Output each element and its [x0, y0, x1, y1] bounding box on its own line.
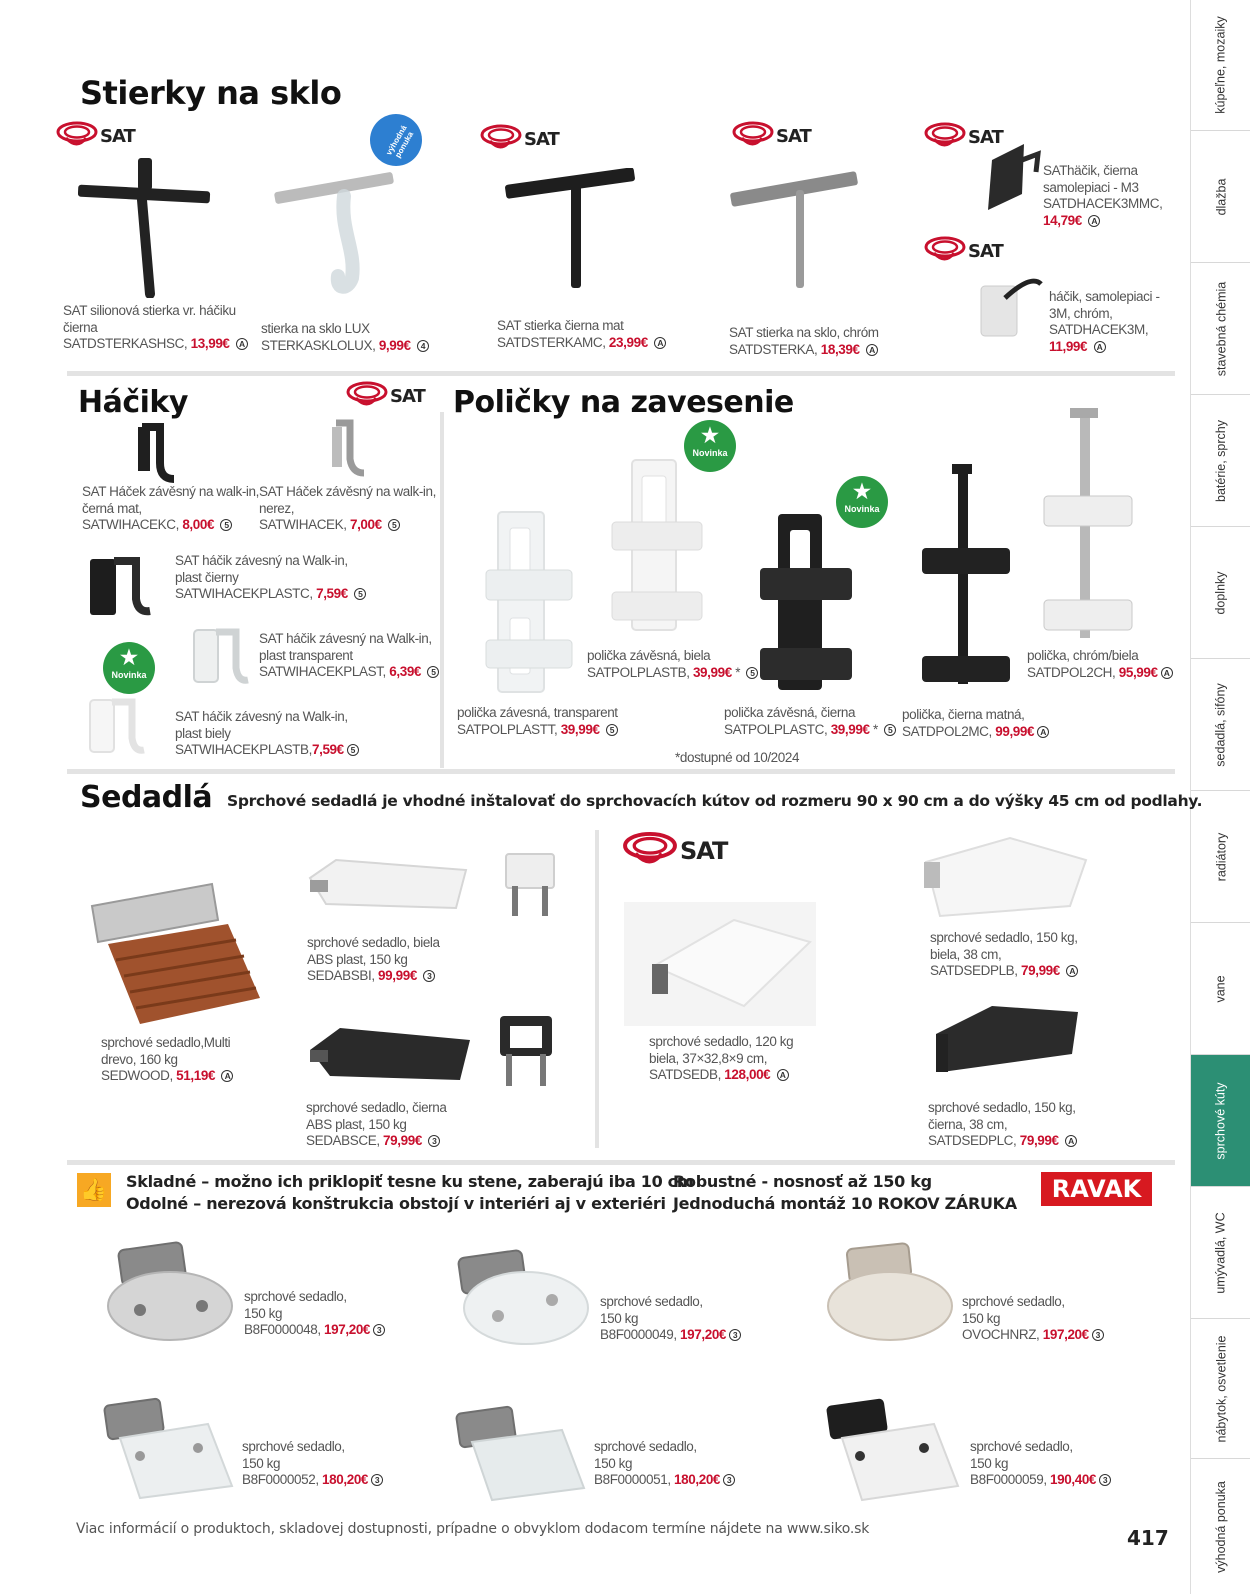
product-code: SATDSTERKAMC,	[497, 334, 606, 350]
section-divider	[67, 769, 1175, 774]
product-price: 11,99€	[1049, 338, 1088, 354]
product-caption	[457, 705, 618, 738]
seat-sat-white-image	[624, 902, 816, 1026]
hook-plast-black-image	[86, 553, 156, 623]
energy-class-icon: 5	[746, 667, 758, 679]
sat-swirl-icon	[924, 235, 966, 267]
product-price: 7,59€	[311, 742, 344, 757]
product-desc: 3M, chróm,	[1049, 305, 1113, 321]
energy-class-icon: 3	[423, 970, 435, 982]
energy-class-icon: 3	[428, 1135, 440, 1147]
product-code: SATDSTERKASHSC,	[63, 336, 188, 351]
product-code: SATPOLPLASTT,	[457, 721, 558, 737]
product-code: SATDSEDPLB,	[930, 963, 1018, 978]
product-caption	[902, 707, 1049, 740]
hook-walkin-steel-image	[326, 419, 370, 481]
seat-ravak-49-image	[452, 1246, 592, 1350]
sidebar-tab-umyvadla[interactable]	[1191, 1186, 1250, 1318]
sat-swirl-icon	[732, 120, 774, 152]
novinka-badge-label: Novinka	[692, 448, 728, 458]
novinka-badge	[103, 642, 155, 694]
product-caption	[63, 303, 248, 353]
shelf-transparent-image	[484, 508, 574, 696]
star-icon: ★	[120, 647, 138, 669]
seat-ravak-48-image	[104, 1240, 242, 1344]
product-caption	[930, 930, 1078, 980]
product-caption	[1049, 289, 1160, 355]
product-price: 180,20€	[674, 1472, 721, 1487]
energy-class-icon: 3	[723, 1474, 735, 1486]
product-caption	[587, 648, 758, 681]
sidebar-tab-label: výhodná ponuka	[1214, 1480, 1228, 1573]
product-desc: čierna, 38 cm,	[928, 1116, 1008, 1132]
product-name: sprchové sedadlo, biela	[307, 935, 440, 950]
sidebar-tab-label: nábytok, osvetlenie	[1214, 1334, 1229, 1443]
product-desc: biela, 38 cm,	[930, 946, 1002, 962]
column-divider	[595, 830, 599, 1148]
sat-logo-text: SAT	[968, 126, 1003, 148]
hook-plast-transparent-image	[190, 624, 252, 692]
sidebar-tab-vane[interactable]	[1191, 922, 1250, 1054]
product-price: 13,99€	[190, 336, 230, 351]
product-price: 79,99€	[1019, 1133, 1059, 1148]
feature-text: Odolné – nerezová konštrukcia obstojí v interiéri aj v exteriéri	[126, 1194, 666, 1213]
product-caption	[649, 1034, 793, 1084]
shelf-white-image	[608, 456, 708, 636]
energy-class-icon: A	[1066, 965, 1078, 977]
product-code: SATWIHACEKPLAST,	[259, 664, 386, 679]
sidebar-tab-label: radiátory	[1213, 832, 1228, 881]
availability-note: *dostupné od 10/2024	[675, 750, 800, 765]
product-code: STERKASKLOLUX,	[261, 337, 376, 353]
sat-logo	[346, 380, 425, 412]
product-price: 9,99€	[378, 337, 411, 353]
energy-class-icon: A	[654, 337, 666, 349]
product-name: sprchové sedadlo, 150 kg,	[930, 930, 1078, 945]
sat-logo-text: SAT	[776, 125, 811, 147]
energy-class-icon: A	[866, 344, 878, 356]
sidebar-tab-label: batérie, sprchy	[1214, 419, 1229, 502]
energy-class-icon: 4	[417, 340, 429, 352]
product-desc: 150 kg	[600, 1310, 639, 1326]
seat-abs-black-image	[306, 1018, 476, 1086]
availability-star: *	[735, 664, 741, 680]
energy-class-icon: A	[1161, 667, 1173, 679]
product-price: 7,00€	[349, 517, 382, 532]
product-desc: plast biely	[175, 725, 231, 741]
product-name: polička závěsná, čierna	[724, 705, 856, 720]
ravak-logo: RAVAK	[1041, 1172, 1152, 1206]
hook-chrome-image	[975, 268, 1045, 343]
product-desc: 150 kg	[242, 1455, 281, 1471]
hook-walkin-black-image	[134, 423, 178, 485]
product-code: SATDHACEK3MMC,	[1043, 196, 1163, 211]
product-caption	[1043, 163, 1162, 229]
product-code: B8F0000048,	[244, 1322, 321, 1337]
product-price: 23,99€	[608, 334, 648, 350]
footer-info: Viac informácií o produktoch, skladovej dostupnosti, prípadne o obvyklom dodacom termíne nájdete na www.siko.sk	[76, 1521, 870, 1537]
product-name: sprchové sedadlo,	[244, 1289, 347, 1304]
energy-class-icon: A	[1065, 1135, 1077, 1147]
sat-logo	[924, 235, 1003, 267]
product-code: SATPOLPLASTB,	[587, 664, 690, 680]
section-title-policky: Poličky na zavesenie	[453, 385, 794, 420]
squeegee-matt-image	[505, 168, 640, 293]
product-name: SAT stierka na sklo, chróm	[729, 325, 879, 340]
page-number: 417	[1127, 1526, 1169, 1550]
sidebar-tab-label: dlažba	[1214, 178, 1228, 215]
shelf-black-image	[758, 510, 858, 694]
seat-abs-black-side-image	[496, 1012, 556, 1090]
product-name: polička, čierna matná,	[902, 707, 1025, 722]
product-desc: černá mat,	[82, 500, 142, 516]
product-price: 79,99€	[1021, 963, 1060, 978]
product-caption	[600, 1294, 741, 1344]
sidebar-tab-baterie[interactable]	[1191, 394, 1250, 526]
feature-text: Jednoduchá montáž 10 ROKOV ZÁRUKA	[673, 1194, 1017, 1213]
product-price: 197,20€	[1042, 1327, 1089, 1342]
energy-class-icon: A	[1088, 215, 1100, 227]
product-name: sprchové sedadlo,	[600, 1294, 703, 1309]
product-price: 197,20€	[324, 1322, 371, 1337]
star-icon: ★	[701, 425, 719, 447]
energy-class-icon: 3	[371, 1474, 383, 1486]
feature-text: Skladné – možno ich priklopiť tesne ku stene, zaberajú iba 10 cm	[126, 1172, 694, 1191]
product-code: SATDPOL2MC,	[902, 723, 992, 739]
product-caption	[101, 1035, 233, 1085]
product-name: SAT háčik závesný na Walk-in,	[175, 709, 348, 724]
sat-logo-text: SAT	[524, 128, 559, 150]
sat-logo	[732, 120, 811, 152]
vyhodna-ponuka-badge: výhodná ponuka	[360, 104, 431, 175]
sidebar-tab-stavebna-chemia[interactable]	[1191, 262, 1250, 394]
energy-class-icon: 5	[354, 588, 366, 600]
sidebar-tab-label: kúpeľne, mozaiky	[1214, 16, 1229, 114]
seat-wood-image	[88, 880, 264, 1028]
squeegee-chrome-image	[730, 168, 865, 293]
availability-star: *	[872, 721, 878, 737]
hook-black-image	[982, 140, 1052, 215]
sat-logo	[480, 123, 559, 155]
product-code: SATDPOL2CH,	[1027, 664, 1116, 680]
sidebar-tab-dlazba[interactable]	[1191, 130, 1250, 262]
product-price: 51,19€	[176, 1068, 216, 1083]
sat-logo-text: SAT	[680, 837, 728, 865]
product-code: OVOCHNRZ,	[962, 1327, 1040, 1342]
product-price: 79,99€	[383, 1133, 422, 1148]
energy-class-icon: A	[777, 1069, 789, 1081]
hook-plast-white-image	[86, 694, 148, 760]
product-name: SAT Háček závěsný na walk-in,	[259, 484, 436, 499]
sidebar-tab-doplnky[interactable]	[1191, 526, 1250, 658]
product-name: sprchové sedadlo,	[970, 1439, 1073, 1454]
product-name: sprchové sedadlo, 150 kg,	[928, 1100, 1076, 1115]
seat-ravak-ovo-image	[824, 1240, 958, 1344]
shelf-black-matt-image	[918, 460, 1014, 692]
product-desc: čierna	[63, 319, 98, 335]
sat-logo-large	[622, 830, 727, 872]
energy-class-icon: 5	[220, 519, 232, 531]
product-caption	[970, 1439, 1111, 1489]
product-name: SAT Háček závěsný na walk-in,	[82, 484, 259, 499]
product-desc: samolepiaci - M3	[1043, 179, 1139, 195]
section-title-stierky: Stierky na sklo	[80, 74, 342, 112]
squeegee-black-image	[78, 158, 213, 298]
product-caption	[1027, 648, 1173, 681]
product-code: SATDHACEK3M,	[1049, 322, 1149, 337]
product-desc: 150 kg	[970, 1455, 1009, 1471]
energy-class-icon: 5	[606, 724, 618, 736]
product-code: B8F0000051,	[594, 1472, 671, 1487]
seat-ravak-59-image	[824, 1396, 962, 1504]
squeegee-lux-image	[270, 160, 400, 295]
section-divider	[67, 371, 1175, 376]
product-name: sprchové sedadlo,Multi	[101, 1035, 231, 1050]
seat-sat-pl-black-image	[932, 1000, 1082, 1080]
product-name: sprchové sedadlo,	[242, 1439, 345, 1454]
product-caption	[259, 484, 436, 534]
section-title-sedadla: Sedadlá	[80, 780, 213, 815]
sidebar-tab-label: vane	[1213, 974, 1228, 1003]
seat-ravak-52-image	[100, 1394, 236, 1502]
product-price: 14,79€	[1043, 212, 1082, 228]
product-code: SATWIHACEK,	[259, 517, 347, 532]
product-price: 128,00€	[724, 1067, 771, 1082]
product-desc: drevo, 160 kg	[101, 1051, 178, 1067]
energy-class-icon: A	[236, 338, 248, 350]
product-name: sprchové sedadlo, čierna	[306, 1100, 447, 1115]
sidebar-tab-sprchove-kuty[interactable]	[1191, 1054, 1250, 1186]
product-desc: plast transparent	[259, 647, 353, 663]
product-name: sprchové sedadlo,	[962, 1294, 1065, 1309]
product-name: stierka na sklo LUX	[261, 321, 370, 336]
energy-class-icon: A	[1094, 341, 1106, 353]
sat-logo-text: SAT	[968, 240, 1003, 262]
product-price: 8,00€	[182, 517, 215, 532]
sidebar-tab-label: sedadlá, sifóny	[1214, 682, 1229, 767]
product-code: SATDSEDPLC,	[928, 1133, 1017, 1148]
product-name: SAT stierka čierna mat	[497, 318, 624, 333]
product-caption	[724, 705, 896, 738]
product-name: SAT silionová stierka vr. háčiku	[63, 303, 236, 318]
product-price: 99,99€	[378, 968, 417, 983]
product-code: SATDSTERKA,	[729, 341, 818, 357]
sat-logo-text: SAT	[390, 385, 425, 407]
product-caption	[242, 1439, 383, 1489]
product-caption	[175, 709, 359, 759]
sidebar-tab-nabytok[interactable]	[1191, 1318, 1250, 1458]
product-code: B8F0000052,	[242, 1472, 319, 1487]
product-code: B8F0000049,	[600, 1327, 677, 1342]
product-desc: 150 kg	[962, 1310, 1001, 1326]
product-code: SEDABSCE,	[306, 1133, 380, 1148]
product-caption	[175, 553, 366, 603]
feature-text: Robustné - nosnosť až 150 kg	[673, 1172, 932, 1191]
product-code: SATDSEDB,	[649, 1067, 721, 1082]
star-icon: ★	[853, 481, 871, 503]
product-price: 39,99€	[830, 721, 870, 737]
section-subtitle-sedadla: Sprchové sedadlá je vhodné inštalovať do sprchovacích kútov od rozmeru 90 x 90 cm a do výšky 45 cm od podlahy.	[227, 792, 1203, 810]
product-caption	[962, 1294, 1104, 1344]
sat-swirl-icon	[346, 380, 388, 412]
seat-abs-white-image	[306, 850, 476, 916]
energy-class-icon: 3	[1092, 1329, 1104, 1341]
product-desc: 150 kg	[594, 1455, 633, 1471]
product-name: SAThäčik, čierna	[1043, 163, 1138, 178]
product-code: SEDWOOD,	[101, 1068, 173, 1083]
product-caption	[729, 325, 879, 358]
novinka-badge-label: Novinka	[111, 670, 147, 680]
energy-class-icon: A	[1037, 726, 1049, 738]
product-price: 180,20€	[322, 1472, 369, 1487]
product-price: 18,39€	[820, 341, 860, 357]
product-name: polička závěsná, biela	[587, 648, 711, 663]
product-name: SAT háčik závesný na Walk-in,	[175, 553, 348, 568]
product-desc: ABS plast, 150 kg	[306, 1116, 407, 1132]
section-title-haciky: Háčiky	[78, 385, 188, 420]
product-price: 39,99€	[560, 721, 600, 737]
product-name: polička závesná, transparent	[457, 705, 618, 720]
column-divider	[440, 412, 444, 768]
sidebar-tab-label: doplnky	[1214, 570, 1228, 615]
product-price: 99,99€	[995, 723, 1035, 739]
sat-logo-text: SAT	[100, 125, 135, 147]
features-left	[126, 1171, 693, 1215]
product-code: SEDABSBI,	[307, 968, 375, 983]
product-desc: nerez,	[259, 500, 295, 516]
sat-swirl-icon	[924, 121, 966, 153]
product-desc: plast čierny	[175, 569, 239, 585]
product-name: polička, chróm/biela	[1027, 648, 1139, 663]
seat-ravak-51-image	[452, 1402, 588, 1504]
product-code: SATWIHACEKPLASTC,	[175, 586, 313, 601]
product-caption	[82, 484, 259, 534]
product-caption	[594, 1439, 735, 1489]
product-caption	[259, 631, 439, 681]
product-name: sprchové sedadlo,	[594, 1439, 697, 1454]
product-caption	[306, 1100, 447, 1150]
sat-swirl-icon	[56, 120, 98, 152]
sidebar-tab-label: sprchové kúty	[1214, 1081, 1228, 1160]
product-code: SATPOLPLASTC,	[724, 721, 828, 737]
product-caption	[497, 318, 666, 351]
sat-swirl-icon	[480, 123, 522, 155]
energy-class-icon: 5	[427, 666, 439, 678]
sidebar-tab-kupelne[interactable]	[1191, 0, 1250, 130]
energy-class-icon: A	[221, 1070, 233, 1082]
energy-class-icon: 3	[729, 1329, 741, 1341]
product-caption	[244, 1289, 385, 1339]
features-right	[673, 1171, 1017, 1215]
sidebar-tab-sedadla[interactable]	[1191, 658, 1250, 790]
product-name: SAT háčik závesný na Walk-in,	[259, 631, 432, 646]
energy-class-icon: 3	[373, 1324, 385, 1336]
energy-class-icon: 5	[884, 724, 896, 736]
product-price: 7,59€	[316, 586, 348, 601]
product-code: SATWIHACEKPLASTB,	[175, 742, 312, 757]
thumbs-up-icon: 👍	[77, 1173, 111, 1207]
sidebar-tab-vyhodna-ponuka[interactable]	[1191, 1458, 1250, 1594]
product-price: 190,40€	[1050, 1472, 1097, 1487]
product-caption	[928, 1100, 1077, 1150]
product-desc: 150 kg	[244, 1305, 283, 1321]
seat-abs-white-side-image	[502, 850, 558, 920]
sidebar-tab-label: umývadlá, WC	[1214, 1211, 1228, 1294]
sat-swirl-icon	[622, 830, 678, 872]
product-name: sprchové sedadlo, 120 kg	[649, 1034, 794, 1049]
product-price: 197,20€	[680, 1327, 727, 1342]
product-desc: biela, 37×32,8×9 cm,	[649, 1050, 768, 1066]
product-desc: ABS plast, 150 kg	[307, 951, 408, 967]
energy-class-icon: 3	[1099, 1474, 1111, 1486]
product-caption	[261, 321, 429, 354]
seat-sat-pl-white-image	[920, 832, 1092, 922]
sat-logo	[56, 120, 135, 152]
product-price: 95,99€	[1118, 664, 1158, 680]
product-code: SATWIHACEKC,	[82, 517, 179, 532]
section-divider	[67, 1160, 1175, 1165]
product-caption	[307, 935, 440, 985]
novinka-badge-label: Novinka	[844, 504, 880, 514]
product-code: B8F0000059,	[970, 1472, 1047, 1487]
product-price: 39,99€	[692, 664, 732, 680]
shelf-chrome-white-image	[1040, 404, 1136, 644]
product-name: háčik, samolepiaci -	[1049, 289, 1160, 304]
energy-class-icon: 5	[347, 744, 359, 756]
sidebar-tab-label: stavebná chémia	[1214, 281, 1229, 376]
energy-class-icon: 5	[388, 519, 400, 531]
product-price: 6,39€	[389, 664, 422, 679]
